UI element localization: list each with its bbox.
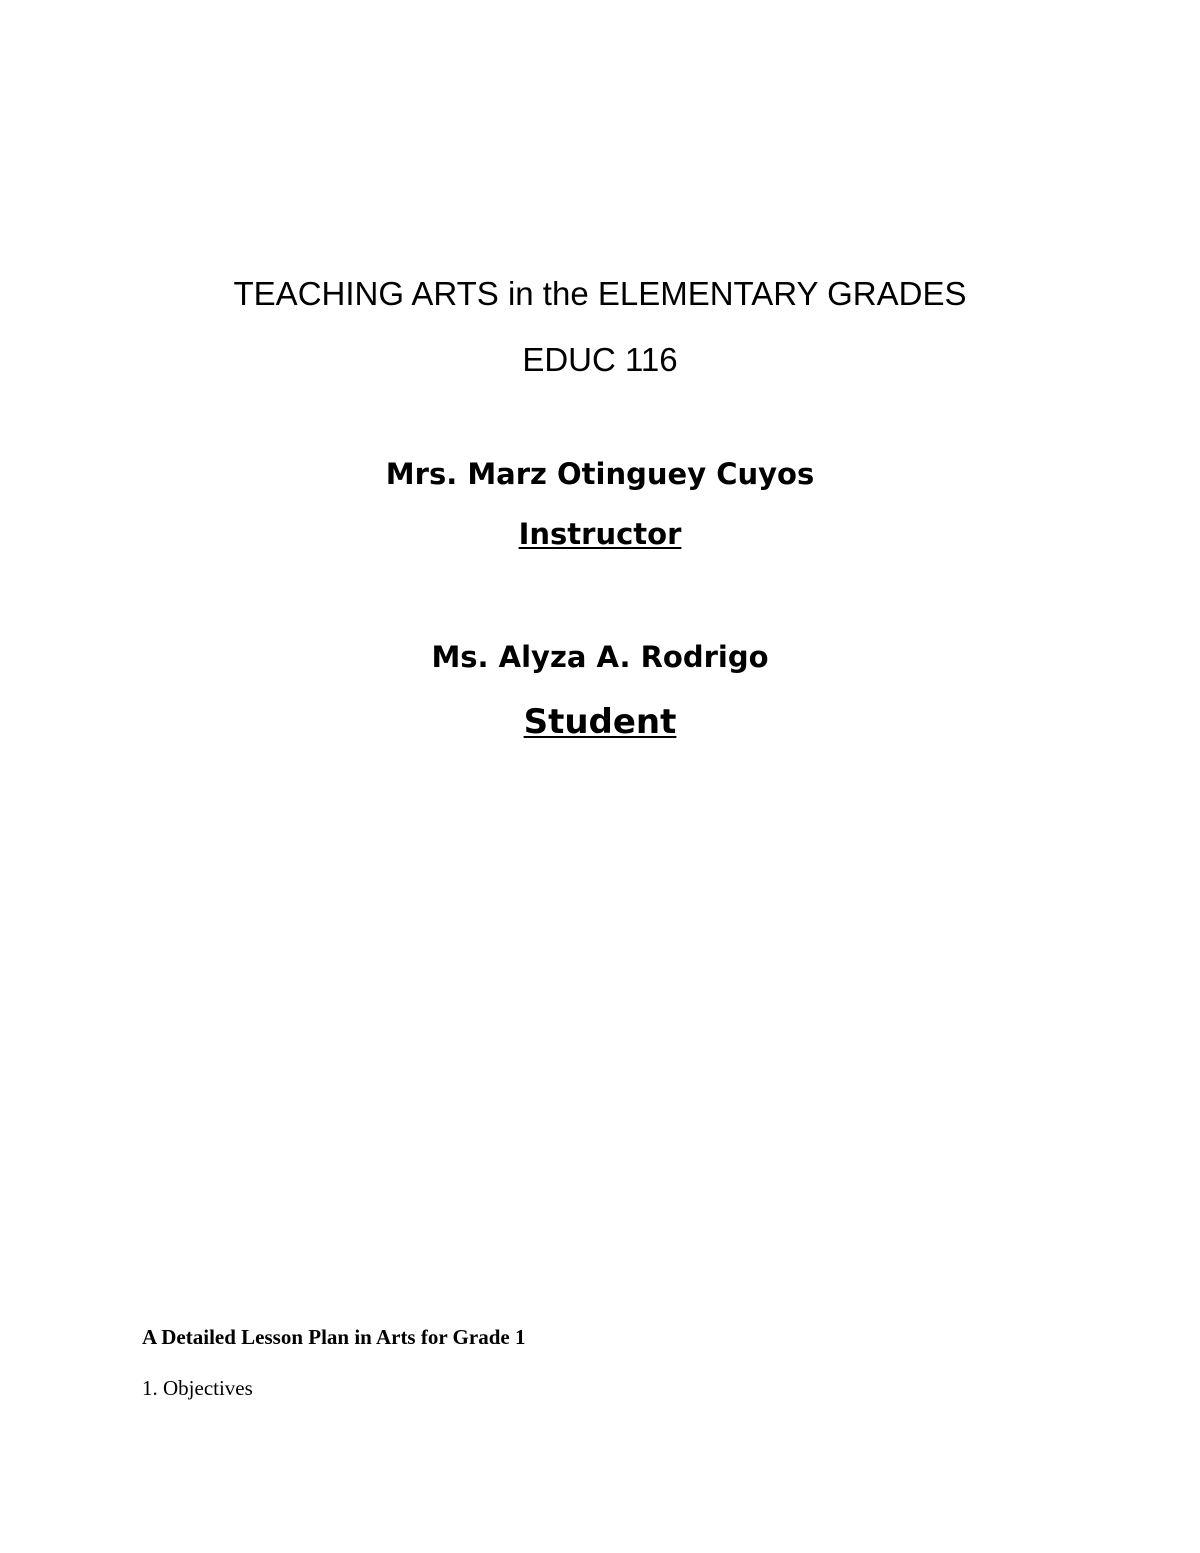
- instructor-name: Mrs. Marz Otinguey Cuyos: [385, 457, 815, 491]
- student-name: Ms. Alyza A. Rodrigo: [431, 640, 769, 674]
- course-code: EDUC 116: [522, 341, 678, 378]
- lesson-plan-heading: A Detailed Lesson Plan in Arts for Grade 1: [142, 1325, 526, 1349]
- course-title: TEACHING ARTS in the ELEMENTARY GRADES: [233, 275, 967, 312]
- instructor-role-label: Instructor: [518, 517, 682, 551]
- student-role-label: Student: [523, 702, 677, 742]
- student-role-line: [0, 700, 1200, 744]
- objectives-list-item: 1. Objectives: [142, 1376, 253, 1400]
- instructor-role-line: [0, 515, 1200, 553]
